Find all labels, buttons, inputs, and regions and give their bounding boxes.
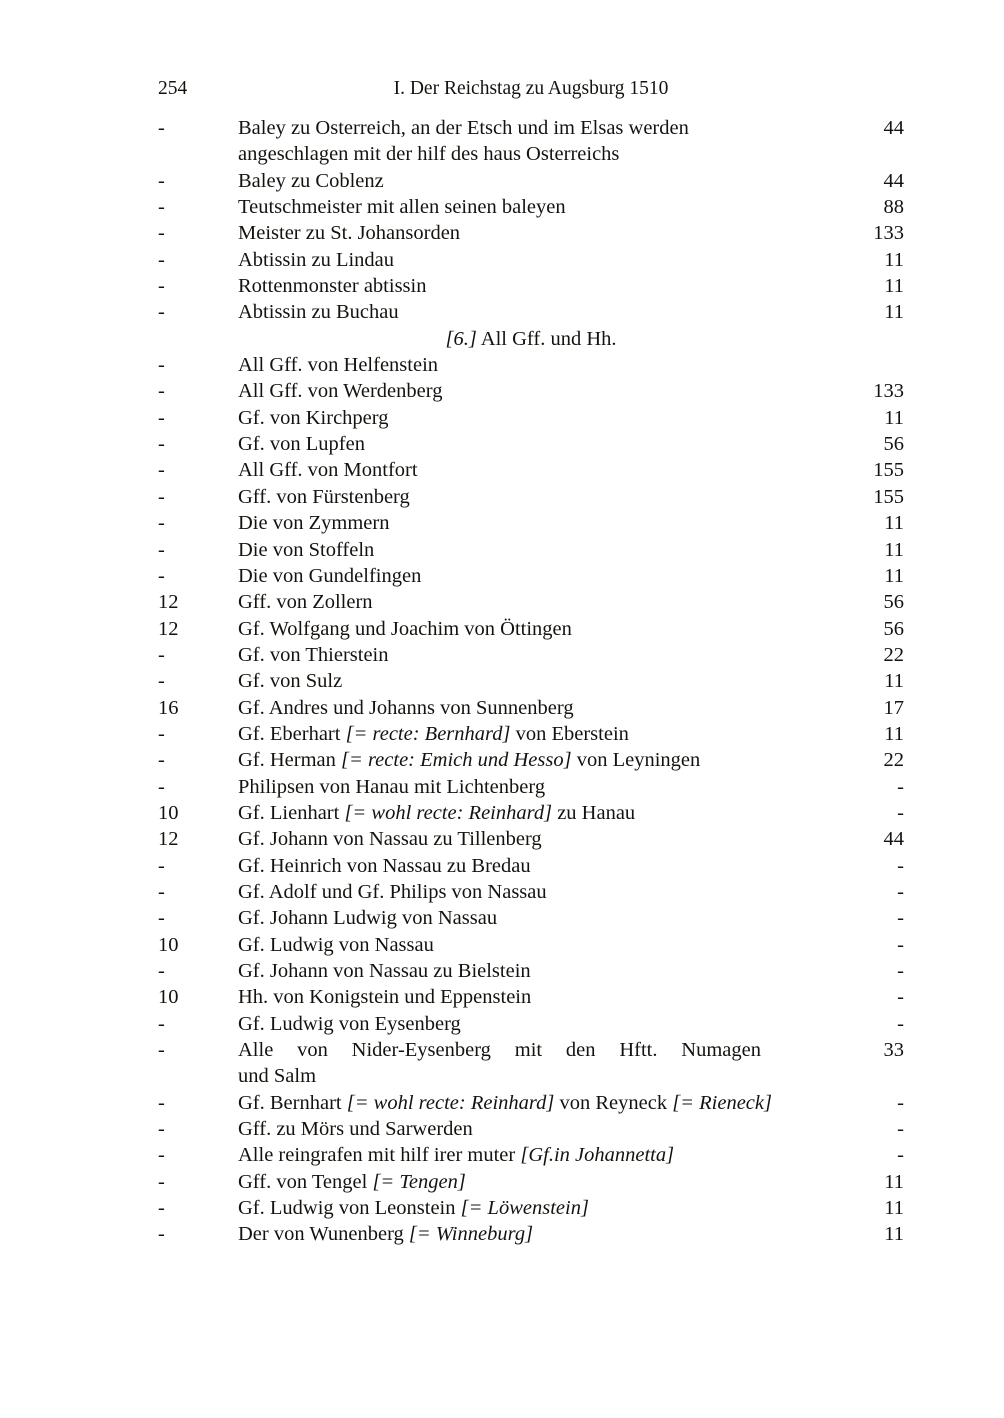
row-entry-text: [238, 1011, 840, 1037]
running-header: I. Der Reichstag zu Augsburg 1510: [393, 78, 669, 99]
register-row: [158, 1142, 904, 1168]
text-line: [238, 537, 834, 563]
row-left-number: -: [158, 512, 165, 535]
row-left-number: -: [158, 880, 165, 903]
page-header: [158, 76, 904, 102]
row-amount: -: [897, 854, 904, 877]
row-amount: -: [897, 1118, 904, 1141]
row-amount: 44: [883, 117, 904, 139]
entry-text: Gf. Ludwig von Nassau: [238, 933, 434, 956]
row-amount: 11: [884, 406, 904, 429]
row-amount: 11: [884, 564, 904, 587]
text-line: [238, 1011, 834, 1037]
register-row: [158, 984, 904, 1010]
row-left-number: -: [158, 433, 165, 456]
text-line: [238, 563, 834, 589]
row-entry-text: [238, 1090, 840, 1116]
row-amount: 155: [873, 485, 904, 508]
entry-text: Hh. von Konigstein und Eppenstein: [238, 986, 532, 1009]
row-amount: -: [897, 960, 904, 982]
register-row: [158, 1090, 904, 1116]
row-amount: -: [897, 801, 904, 824]
row-left-number: -: [158, 275, 165, 298]
row-left-number: -: [158, 301, 165, 324]
editorial-note: [= Tengen]: [372, 1170, 466, 1193]
text-line: [238, 457, 834, 483]
section-heading-row: [158, 326, 904, 352]
row-amount: 133: [873, 222, 904, 245]
row-entry-text: [238, 1195, 840, 1221]
register-row: [158, 510, 904, 536]
text-line: [158, 326, 904, 352]
entry-text: Die von Gundelfingen: [238, 564, 422, 587]
row-entry-text: [238, 247, 840, 273]
text-line: [238, 774, 834, 800]
entry-text: Gff. von Tengel: [238, 1170, 373, 1193]
text-line: [238, 115, 834, 141]
text-line: [238, 352, 834, 378]
entry-text: und Salm: [238, 1065, 317, 1088]
text-line: [238, 273, 834, 299]
text-line: [238, 826, 834, 852]
text-line: [238, 747, 834, 773]
row-amount: 11: [884, 1170, 904, 1193]
entry-text: Meister zu St. Johansorden: [238, 222, 461, 245]
register-row: [158, 879, 904, 905]
register-row: [158, 273, 904, 299]
row-entry-text: [238, 905, 840, 931]
row-amount: 33: [883, 1039, 904, 1062]
row-entry-text: [238, 537, 840, 563]
register-row: [158, 958, 904, 984]
register-row: [158, 563, 904, 589]
row-entry-text: [238, 747, 840, 773]
row-left-number: -: [158, 1223, 165, 1246]
entry-text: Gf. Ludwig von Eysenberg: [238, 1012, 461, 1035]
row-entry-text: [238, 1221, 840, 1247]
row-amount: 11: [884, 301, 904, 324]
entry-text: angeschlagen mit der hilf des haus Osterreichs: [238, 143, 620, 166]
row-left-number: -: [158, 722, 165, 745]
entry-text: Gf. Bernhart: [238, 1091, 347, 1114]
entry-text: Gf. von Kirchperg: [238, 406, 389, 429]
entry-text: von Reyneck: [554, 1091, 673, 1114]
row-entry-text: [238, 220, 840, 246]
text-line: [238, 958, 834, 984]
row-amount: -: [897, 775, 904, 798]
register-row: [158, 721, 904, 747]
row-entry-text: [238, 1116, 840, 1142]
entry-text: Gf. von Thierstein: [238, 643, 389, 666]
text-line: [238, 168, 834, 194]
register-row: [158, 642, 904, 668]
register-row: [158, 168, 904, 194]
row-left-number: -: [158, 1091, 165, 1114]
row-amount: 11: [884, 538, 904, 561]
row-left-number: -: [158, 1039, 165, 1062]
entry-text: Gff. von Zollern: [238, 591, 373, 614]
text-line: [238, 695, 834, 721]
entry-text: All Gff. von Helfenstein: [238, 354, 439, 377]
row-amount: -: [897, 1012, 904, 1035]
row-amount: 11: [884, 275, 904, 298]
row-left-number: 12: [158, 591, 179, 614]
register-row: [158, 774, 904, 800]
entry-text: Gf. Heinrich von Nassau zu Bredau: [238, 854, 531, 877]
entry-text: Die von Zymmern: [238, 512, 390, 535]
row-entry-text: [238, 378, 840, 404]
text-line: [238, 510, 834, 536]
register-row: [158, 589, 904, 615]
row-left-number: 10: [158, 801, 179, 824]
entry-text: Gf. Herman: [238, 749, 342, 772]
entry-text: von Eberstein: [510, 722, 629, 745]
page-number: 254: [158, 78, 188, 99]
row-left-number: -: [158, 169, 165, 192]
row-left-number: -: [158, 222, 165, 245]
row-amount: 155: [873, 459, 904, 482]
row-entry-text: [238, 958, 840, 984]
register-row: [158, 1221, 904, 1247]
row-left-number: -: [158, 854, 165, 877]
register-row: [158, 484, 904, 510]
row-amount: 22: [883, 643, 904, 666]
register-row: [158, 220, 904, 246]
entry-text: All Gff. und Hh.: [476, 327, 617, 350]
row-left-number: -: [158, 354, 165, 377]
entry-text: Abtissin zu Buchau: [238, 301, 399, 324]
row-amount: 17: [883, 696, 904, 719]
row-left-number: -: [158, 1170, 165, 1193]
row-left-number: 12: [158, 828, 179, 851]
entry-text: Gff. von Fürstenberg: [238, 485, 410, 508]
text-line: [238, 932, 834, 958]
editorial-note: [= wohl recte: Reinhard]: [344, 801, 553, 824]
register-row: [158, 668, 904, 694]
row-entry-text: [238, 457, 840, 483]
register-row: [158, 695, 904, 721]
row-left-number: -: [158, 406, 165, 429]
register-row: [158, 853, 904, 879]
row-amount: 11: [884, 248, 904, 271]
text-line: [238, 1169, 834, 1195]
editorial-note: [= recte: Bernhard]: [345, 722, 511, 745]
text-line: [238, 1221, 834, 1247]
entry-text: Die von Stoffeln: [238, 538, 375, 561]
row-left-number: -: [158, 1197, 165, 1220]
text-line: [238, 589, 834, 615]
text-line: [238, 247, 834, 273]
register-row: [158, 299, 904, 325]
row-left-number: -: [158, 564, 165, 587]
editorial-note: [= Rieneck]: [672, 1091, 772, 1114]
register-row: [158, 1195, 904, 1221]
row-entry-text: [238, 879, 840, 905]
editorial-note: [= wohl recte: Reinhard]: [346, 1091, 555, 1114]
row-entry-text: [238, 352, 840, 378]
text-line: [238, 668, 834, 694]
row-amount: 44: [883, 828, 904, 851]
row-left-number: -: [158, 643, 165, 666]
row-left-number: -: [158, 775, 165, 798]
row-left-number: -: [158, 248, 165, 271]
row-entry-text: [238, 1142, 840, 1168]
entry-text: Gf. Johann Ludwig von Nassau: [238, 907, 498, 930]
text-line: [238, 405, 834, 431]
row-amount: -: [897, 907, 904, 930]
row-entry-text: [238, 563, 840, 589]
text-line: [238, 1195, 834, 1221]
entry-text: Alle reingrafen mit hilf irer muter: [238, 1144, 521, 1167]
row-entry-text: [238, 589, 840, 615]
row-entry-text: [238, 721, 840, 747]
register-row: [158, 537, 904, 563]
row-amount: 56: [883, 591, 904, 614]
text-line: [238, 378, 834, 404]
row-amount: 11: [884, 512, 904, 535]
row-entry-text: [238, 510, 840, 536]
row-left-number: 10: [158, 933, 179, 956]
entry-text: Gff. zu Mörs und Sarwerden: [238, 1118, 473, 1141]
row-left-number: -: [158, 749, 165, 772]
register-row: [158, 405, 904, 431]
row-entry-text: [238, 932, 840, 958]
row-entry-text: [238, 616, 840, 642]
editorial-note: [= recte: Emich und Hesso]: [341, 749, 572, 772]
row-amount: 133: [873, 380, 904, 403]
row-amount: 44: [883, 169, 904, 192]
entry-text: Teutschmeister mit allen seinen baleyen: [238, 196, 566, 219]
register-row: [158, 378, 904, 404]
entry-text: Gf. Johann von Nassau zu Bielstein: [238, 960, 531, 982]
entry-text: Gf. Andres und Johanns von Sunnenberg: [238, 696, 574, 719]
register-row: [158, 457, 904, 483]
section-heading: [158, 326, 904, 352]
editorial-note: [6.]: [445, 327, 477, 350]
text-line: [238, 879, 834, 905]
text-line: [238, 1116, 834, 1142]
register-row: [158, 905, 904, 931]
row-left-number: -: [158, 907, 165, 930]
row-left-number: -: [158, 380, 165, 403]
row-entry-text: [238, 194, 840, 220]
row-left-number: -: [158, 960, 165, 982]
row-left-number: -: [158, 196, 165, 219]
row-amount: -: [897, 1091, 904, 1114]
row-left-number: -: [158, 485, 165, 508]
row-left-number: -: [158, 538, 165, 561]
text-line: [238, 616, 834, 642]
entry-text: Gf. Ludwig von Leonstein: [238, 1197, 461, 1220]
register-row: [158, 1116, 904, 1142]
row-amount: 11: [884, 1197, 904, 1220]
row-entry-text: [238, 1169, 840, 1195]
entry-text: Gf. von Lupfen: [238, 433, 365, 456]
entry-text: All Gff. von Werdenberg: [238, 380, 443, 403]
row-entry-text: [238, 168, 840, 194]
entry-text: Gf. Johann von Nassau zu Tillenberg: [238, 828, 542, 851]
text-line: [238, 484, 834, 510]
register-row: [158, 616, 904, 642]
row-amount: 11: [884, 722, 904, 745]
editorial-note: [= Löwenstein]: [460, 1197, 589, 1220]
register-row: [158, 932, 904, 958]
entry-text: Rottenmonster abtissin: [238, 275, 427, 298]
register-row: [158, 826, 904, 852]
row-left-number: 10: [158, 986, 179, 1009]
tax-register-list: [158, 115, 904, 1248]
row-entry-text: [238, 800, 840, 826]
entry-text: Gf. Adolf und Gf. Philips von Nassau: [238, 880, 547, 903]
row-entry-text: [238, 668, 840, 694]
row-left-number: -: [158, 459, 165, 482]
entry-text: Gf. Eberhart: [238, 722, 346, 745]
text-line: [238, 642, 834, 668]
text-line: [238, 721, 834, 747]
entry-text: Philipsen von Hanau mit Lichtenberg: [238, 775, 546, 798]
row-left-number: -: [158, 1012, 165, 1035]
row-left-number: -: [158, 670, 165, 693]
row-amount: 56: [883, 433, 904, 456]
row-amount: 11: [884, 1223, 904, 1246]
entry-text: von Leyningen: [571, 749, 701, 772]
entry-text: Der von Wunenberg: [238, 1223, 409, 1246]
row-entry-text: [238, 273, 840, 299]
entry-text: Alle von Nider-Eysenberg mit den Hftt. Numagen: [238, 1039, 761, 1062]
register-row: [158, 352, 904, 378]
register-row: [158, 115, 904, 168]
register-row: [158, 247, 904, 273]
row-left-number: -: [158, 117, 165, 139]
text-line: [238, 1063, 834, 1089]
register-row: [158, 1037, 904, 1090]
row-entry-text: [238, 853, 840, 879]
entry-text: Gf. von Sulz: [238, 670, 343, 693]
register-row: [158, 1011, 904, 1037]
row-left-number: 16: [158, 696, 179, 719]
text-line: [238, 220, 834, 246]
row-amount: 22: [883, 749, 904, 772]
row-entry-text: [238, 1037, 840, 1090]
row-amount: -: [897, 1144, 904, 1167]
row-amount: 11: [884, 670, 904, 693]
row-entry-text: [238, 484, 840, 510]
row-left-number: -: [158, 1144, 165, 1167]
register-row: [158, 194, 904, 220]
entry-text: Gf. Wolfgang und Joachim von Öttingen: [238, 617, 572, 640]
entry-text: Gf. Lienhart: [238, 801, 345, 824]
row-entry-text: [238, 642, 840, 668]
row-amount: -: [897, 880, 904, 903]
text-line: [238, 431, 834, 457]
row-amount: -: [897, 986, 904, 1009]
entry-text: Abtissin zu Lindau: [238, 248, 395, 271]
register-row: [158, 1169, 904, 1195]
row-amount: 56: [883, 617, 904, 640]
editorial-note: [Gf.in Johannetta]: [520, 1144, 675, 1167]
row-entry-text: [238, 984, 840, 1010]
register-row: [158, 431, 904, 457]
text-line: [238, 141, 834, 167]
text-line: [238, 299, 834, 325]
row-entry-text: [238, 405, 840, 431]
text-line: [238, 905, 834, 931]
text-line: [238, 800, 834, 826]
row-entry-text: [238, 431, 840, 457]
register-row: [158, 747, 904, 773]
register-row: [158, 800, 904, 826]
editorial-note: [= Winneburg]: [408, 1223, 534, 1246]
text-line: [238, 1037, 761, 1063]
row-entry-text: [238, 695, 840, 721]
row-entry-text: [238, 299, 840, 325]
row-left-number: -: [158, 1118, 165, 1141]
text-line: [238, 984, 834, 1010]
entry-text: Baley zu Coblenz: [238, 169, 384, 192]
entry-text: All Gff. von Montfort: [238, 459, 418, 482]
row-entry-text: [238, 774, 840, 800]
row-amount: -: [897, 933, 904, 956]
row-amount: 88: [883, 196, 904, 219]
row-left-number: 12: [158, 617, 179, 640]
entry-text: Baley zu Osterreich, an der Etsch und im Elsas werden: [238, 117, 689, 139]
entry-text: zu Hanau: [552, 801, 636, 824]
text-line: [238, 194, 834, 220]
text-line: [238, 853, 834, 879]
row-entry-text: [238, 115, 840, 168]
row-entry-text: [238, 826, 840, 852]
text-line: [238, 1090, 834, 1116]
text-line: [238, 1142, 834, 1168]
